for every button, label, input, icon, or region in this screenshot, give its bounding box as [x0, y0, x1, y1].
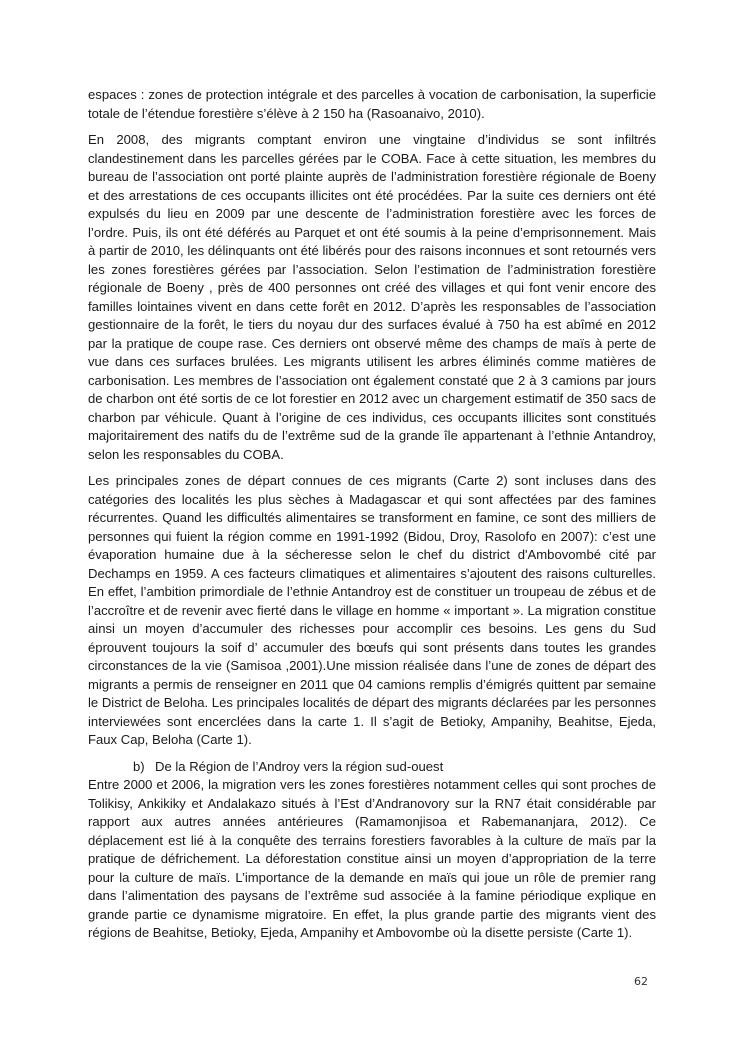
- subheading: [88, 758, 656, 777]
- paragraph-migrants-2008: En 2008, des migrants comptant environ une vingtaine d’individus se sont infiltrés clandestinement dans les parcelles gérées par le COBA. Face à cette situation, les membres du bureau de l’association ont porté plainte auprès de l’administration forestière régionale de Boeny et des arrestations de ces occupants illicites ont été procédées. Par la suite ces derniers ont été expulsés du lieu en 2009 par une descente de l’administration forestière avec les forces de l’ordre. Puis, ils ont été déférés au Parquet et ont été soumis à la peine d’emprisonnement. Mais à partir de 2010, les délinquants ont été libérés pour des raisons inconnues et sont retournés vers les zones forestières gérées par l’association. Selon l’estimation de l’administration forestière régionale de Boeny , près de 400 personnes ont créé des villages et qui font venir encore des familles lointaines vivent en dans cette forêt en 2012. D’après les responsables de l’association gestionnaire de la forêt, le tiers du noyau dur des surfaces évalué à 750 ha est abîmé en 2012 par la pratique de coupe rase. Ces derniers ont observé même des champs de maïs à perte de vue dans ces surfaces brulées. Les migrants utilisent les arbres éliminés comme matières de carbonisation. Les membres de l’association ont également constaté que 2 à 3 camions par jours de charbon ont été sortis de ce lot forestier en 2012 avec un chargement estimatif de 350 sacs de charbon par véhicule. Quant à l’origine de ces individus, ces occupants illicites sont constitués majoritairement des natifs du de l’extrême sud de la grande île appartenant à l’ethnie Antandroy, selon les responsables du COBA.: [88, 132, 656, 462]
- subheading-marker: b): [133, 758, 145, 774]
- paragraph-androy-migration: Entre 2000 et 2006, la migration vers les zones forestières notamment celles qui sont proches de Tolikisy, Ankikiky et Andalakazo situés à l’Est d’Andranovory sur la RN7 était considérable par rapport aux autres années antérieures (Ramamonjisoa et Rabemananjara, 2012). Ce déplacement est lié à la conquête des terrains forestiers favorables à la culture de maïs par la pratique de défrichement. La déforestation constitue ainsi un moyen d’appropriation de la terre pour la culture de maïs. L’importance de la demande en maïs qui joue un rôle de premier rang dans l’alimentation des paysans de l’extrême sud associée à la famine périodique explique en grande partie ce dynamisme migratoire. En effet, la plus grande partie des migrants vient des régions de Beahitse, Betioky, Ejeda, Ampanihy et Ambovombe où la disette persiste (Carte 1).: [88, 777, 656, 940]
- paragraph-zones-depart: Les principales zones de départ connues de ces migrants (Carte 2) sont incluses dans des catégories des localités les plus sèches à Madagascar et qui sont affectées par des famines récurrentes. Quand les difficultés alimentaires se transforment en famine, ce sont des milliers de personnes qui fuient la région comme en 1991-1992 (Bidou, Droy, Rasolofo en 2007): c’est une évaporation humaine due à la sécheresse selon le chef du district d'Ambovombé cité par Dechamps en 1959. A ces facteurs climatiques et alimentaires s’ajoutent des raisons culturelles. En effet, l’ambition primordiale de l’ethnie Antandroy est de constituer un troupeau de zébus et de l’accroître et de revenir avec fierté dans le village en homme « important ». La migration constitue ainsi un moyen d’accumuler des richesses pour accomplir ces besoins. Les gens du Sud éprouvent toujours la soif d’ accumuler des bœufs qui sont présents dans toutes les grandes circonstances de la vie (Samisoa ,2001).Une mission réalisée dans l’une de zones de départ des migrants a permis de renseigner en 2011 que 04 camions remplis d’émigrés quittent par semaine le District de Beloha. Les principales localités de départ des migrants déclarées par les personnes interviewées sont encerclées dans la carte 1. Il s’agit de Betioky, Ampanihy, Beahitse, Ejeda, Faux Cap, Beloha (Carte 1).: [88, 473, 656, 747]
- page-number: 62: [634, 975, 648, 988]
- paragraph-espaces: espaces : zones de protection intégrale et des parcelles à vocation de carbonisation, la superficie totale de l’étendue forestière s’élève à 2 150 ha (Rasoanaivo, 2010).: [88, 87, 656, 121]
- subheading-text: De la Région de l’Androy vers la région sud-ouest: [155, 758, 444, 774]
- document-body: [88, 86, 656, 951]
